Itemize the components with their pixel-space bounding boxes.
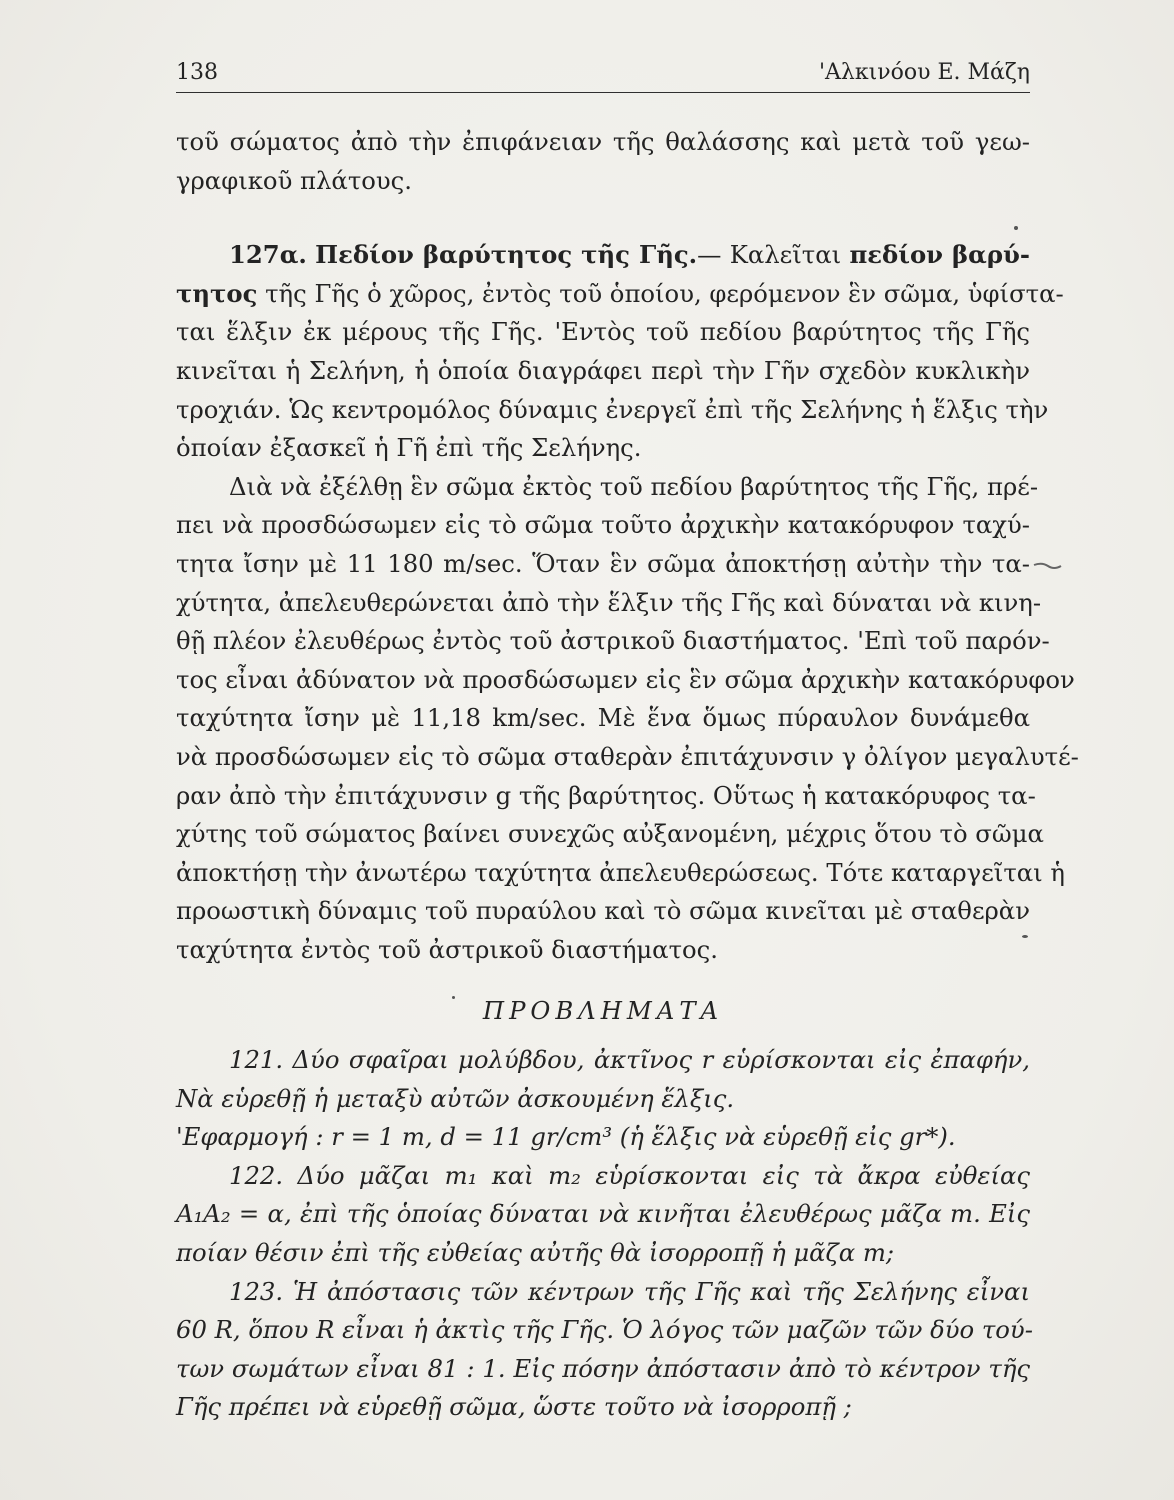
text-line: νὰ προσδώσωμεν εἰς τὸ σῶμα σταθερὰν ἐπιτάχυνσιν γ ὀλίγον μεγαλυτέ- [176, 741, 1079, 771]
page-body [176, 123, 1079, 1427]
section-127a [176, 236, 1079, 969]
section-heading-line [176, 236, 1030, 275]
dust-speck [452, 996, 455, 999]
text-line: 60 R, ὅπου R εἶναι ἡ ἀκτὶς τῆς Γῆς. Ὁ λόγος τῶν μαζῶν τῶν δύο τού- [176, 1315, 1033, 1345]
problem-123 [176, 1273, 1033, 1427]
running-head: 'Αλκινόου Ε. Μάζη [818, 60, 1030, 85]
text-line: χύτης τοῦ σώματος βαίνει συνεχῶς αὐξανομένη, μέχρις ὅτου τὸ σῶμα [176, 819, 1044, 849]
heading-dash: — Καλεῖται [697, 240, 842, 270]
text-line: θῇ πλέον ἐλευθέρως ἐντὸς τοῦ ἀστρικοῦ διαστήματος. 'Επὶ τοῦ παρόν- [176, 626, 1050, 656]
dust-speck [1014, 226, 1018, 230]
page-number: 138 [176, 60, 218, 85]
text-line: χύτητα, ἀπελευθερώνεται ἀπὸ τὴν ἕλξιν τῆς Γῆς καὶ δύναται νὰ κινη- [176, 587, 1042, 617]
text-line: ἀποκτήσῃ τὴν ἀνωτέρω ταχύτητα ἀπελευθερώσεως. Τότε καταργεῖται ἡ [176, 857, 1065, 887]
text-line: Νὰ εὑρεθῇ ἡ μεταξὺ αὐτῶν ἀσκουμένη ἕλξις. [176, 1083, 735, 1113]
text-line: 123. Ἡ ἀπόστασις τῶν κέντρων τῆς Γῆς καὶ τῆς Σελήνης εἶναι [229, 1276, 1030, 1306]
dust-speck [1022, 935, 1028, 938]
text-line: τητος τῆς Γῆς ὁ χῶρος, ἐντὸς τοῦ ὁποίου, φερόμενον ἓν σῶμα, ὑφίστα- [176, 278, 1064, 308]
text-line: Διὰ νὰ ἐξέλθῃ ἓν σῶμα ἐκτὸς τοῦ πεδίου βαρύτητος τῆς Γῆς, πρέ- [229, 471, 1039, 501]
defined-term: πεδίον βαρύ- [849, 240, 1030, 270]
text-line: κινεῖται ἡ Σελήνη, ἡ ὁποία διαγράφει περὶ τὴν Γῆν σχεδὸν κυκλικὴν [176, 355, 1030, 385]
text-line: τητα ἴσην μὲ 11 180 m/sec. Ὅταν ἓν σῶμα ἀποκτήσῃ αὐτὴν τὴν τα- [176, 548, 1030, 578]
text-line: 122. Δύο μᾶζαι m₁ καὶ m₂ εὑρίσκονται εἰς τὰ ἄκρα εὐθείας [229, 1160, 1030, 1190]
text-line: τος εἶναι ἀδύνατον νὰ προσδώσωμεν εἰς ἓν σῶμα ἀρχικὴν κατακόρυφον [176, 664, 1075, 694]
margin-ink-mark [1032, 560, 1062, 570]
intro-paragraph [176, 123, 1030, 200]
text-line: ποίαν θέσιν ἐπὶ τῆς εὐθείας αὐτῆς θὰ ἰσορροπῇ ἡ μᾶζα m; [176, 1238, 895, 1268]
text-line: των σωμάτων εἶναι 81 : 1. Εἰς πόσην ἀπόστασιν ἀπὸ τὸ κέντρον τῆς [176, 1353, 1030, 1383]
text-line: ὁποίαν ἐξασκεῖ ἡ Γῆ ἐπὶ τῆς Σελήνης. [176, 433, 642, 463]
text-line: 121. Δύο σφαῖραι μολύβδου, ἀκτῖνος r εὑρίσκονται εἰς ἐπαφήν, [229, 1045, 1030, 1075]
section-heading: Πεδίον βαρύτητος τῆς Γῆς. [315, 240, 698, 270]
text-line: ταχύτητα ἐντὸς τοῦ ἀστρικοῦ διαστήματος. [176, 934, 718, 964]
problems-title: ΠΡΟΒΛΗΜΑΤΑ [482, 996, 724, 1026]
defined-term-end: τητος [176, 278, 258, 308]
text-line: ταχύτητα ἴσην μὲ 11,18 km/sec. Μὲ ἕνα ὅμως πύραυλον δυνάμεθα [176, 703, 1030, 733]
text-line: τοῦ σώματος ἀπὸ τὴν ἐπιφάνειαν τῆς θαλάσσης καὶ μετὰ τοῦ γεω- [176, 127, 1030, 156]
page-header [176, 60, 1030, 93]
text-line: 'Εφαρμογή : r = 1 m, d = 11 gr/cm³ (ἡ ἕλξις νὰ εὑρεθῇ εἰς gr*). [176, 1122, 956, 1152]
problem-121 [176, 1041, 1030, 1157]
text-line: γραφικοῦ πλάτους. [176, 165, 413, 195]
section-number: 127α. [229, 240, 307, 270]
text-line: προωστικὴ δύναμις τοῦ πυραύλου καὶ τὸ σῶμα κινεῖται μὲ σταθερὰν [176, 896, 1030, 926]
text-line: ραν ἀπὸ τὴν ἐπιτάχυνσιν g τῆς βαρύτητος. Οὕτως ἡ κατακόρυφος τα- [176, 780, 1036, 810]
text-line: πει νὰ προσδώσωμεν εἰς τὸ σῶμα τοῦτο ἀρχικὴν κατακόρυφον ταχύ- [176, 510, 1030, 540]
text-line: τροχιάν. Ὡς κεντρομόλος δύναμις ἐνεργεῖ ἐπὶ τῆς Σελήνης ἡ ἕλξις τὴν [176, 394, 1049, 424]
problem-122 [176, 1157, 1030, 1273]
text-line: A₁A₂ = α, ἐπὶ τῆς ὁποίας δύναται νὰ κινῆται ἐλευθέρως μᾶζα m. Εἰς [176, 1199, 1030, 1229]
text-line: Γῆς πρέπει νὰ εὑρεθῇ σῶμα, ὥστε τοῦτο νὰ ἰσορροπῇ ; [176, 1392, 852, 1422]
text-line: ται ἕλξιν ἐκ μέρους τῆς Γῆς. 'Εντὸς τοῦ πεδίου βαρύτητος τῆς Γῆς [176, 317, 1030, 347]
